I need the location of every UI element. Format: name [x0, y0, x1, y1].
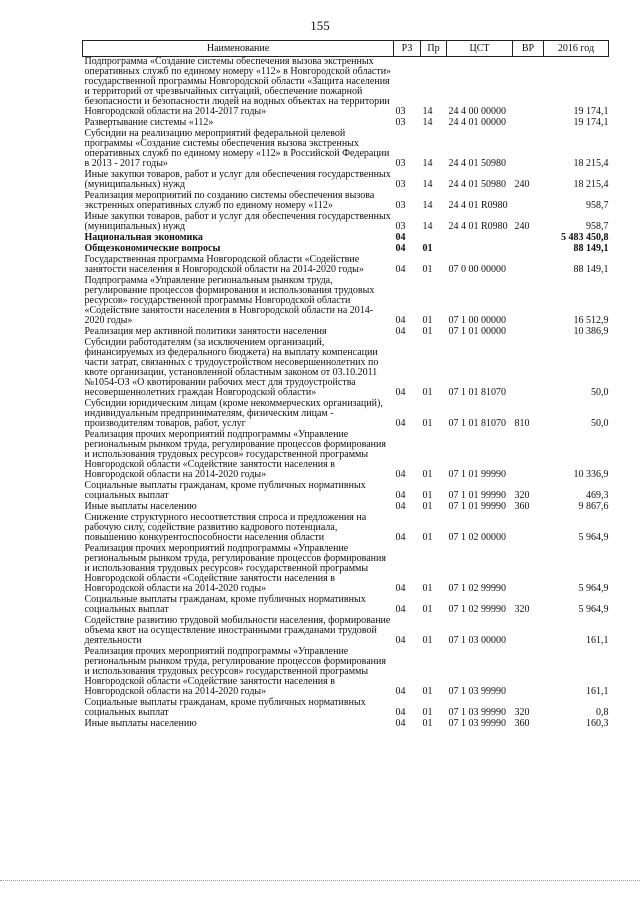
cell-rz: 03: [395, 200, 406, 211]
header-name: Наименование: [83, 41, 394, 57]
cell-amount: 469,3: [586, 490, 609, 501]
cell-vr: [513, 327, 544, 338]
cell-vr: [513, 616, 544, 647]
cell-rz: 04: [395, 326, 406, 337]
cell-rz: 03: [395, 117, 406, 128]
cell-cst: 07 1 02 00000: [448, 532, 506, 543]
cell-rz: 04: [395, 707, 406, 718]
cell-amount: 10 386,9: [573, 326, 609, 337]
cell-name: Развертывание системы «112»: [84, 117, 214, 128]
cell-name: Снижение структурного несоответствия спроса и предложения на рабочую силу, содействие развитию кадрового потенциала, повышению конкурентоспособности населения области: [84, 512, 367, 543]
cell-vr: [513, 191, 544, 212]
cell-amount: 19 174,1: [573, 106, 609, 117]
cell-cst: 07 1 03 00000: [448, 635, 506, 646]
cell-vr: 240: [514, 221, 530, 232]
cell-rz: 04: [395, 604, 406, 615]
table-row: [83, 544, 609, 595]
cell-rz: 04: [395, 243, 406, 254]
cell-name: Социальные выплаты гражданам, кроме публичных нормативных социальных выплат: [84, 480, 366, 501]
cell-amount: 161,1: [586, 635, 609, 646]
cell-name: Субсидии работодателям (за исключением организаций, финансируемых из федерального бюджета) на выплату компенсации части затрат, связанных с трудоустройством несовершеннолетних по квоте организации, установленной областным законом от 03.10.2011 №1054-ОЗ «О квотировании рабочих мест для трудоустройства несовершеннолетних граждан Новгородской области»: [84, 337, 379, 398]
cell-name: Реализация мер активной политики занятости населения: [84, 326, 327, 337]
table-row: [83, 481, 609, 502]
cell-amount: 958,7: [586, 221, 609, 232]
table-header-row: [83, 41, 609, 57]
cell-amount: 10 336,9: [573, 469, 609, 480]
cell-cst: 07 1 01 99990: [448, 490, 506, 501]
cell-cst: 07 0 00 00000: [448, 264, 506, 275]
cell-name: Содействие развитию трудовой мобильности населения, формирование объема квот на осуществление иностранными гражданами трудовой деятельности: [84, 615, 391, 646]
cell-pr: 01: [422, 501, 433, 512]
cell-cst: [447, 244, 513, 255]
cell-vr: [513, 647, 544, 698]
table-row: [83, 191, 609, 212]
cell-cst: 07 1 02 99990: [448, 583, 506, 594]
cell-cst: 07 1 03 99990: [448, 707, 506, 718]
table-row: [83, 719, 609, 730]
cell-rz: 03: [395, 106, 406, 117]
cell-cst: 24 4 01 R0980: [448, 221, 508, 232]
cell-pr: 01: [422, 264, 433, 275]
cell-pr: 14: [422, 158, 433, 169]
cell-name: Национальная экономика: [84, 232, 203, 243]
cell-vr: [513, 430, 544, 481]
cell-amount: 16 512,9: [573, 315, 609, 326]
cell-amount: 958,7: [586, 200, 609, 211]
cell-rz: 03: [395, 179, 406, 190]
table-row: [83, 255, 609, 276]
cell-name: Иные выплаты населению: [84, 718, 197, 729]
table-row: [83, 57, 609, 119]
cell-amount: 5 964,9: [578, 583, 609, 594]
header-rz: РЗ: [394, 41, 421, 57]
cell-rz: 04: [395, 387, 406, 398]
cell-name: Субсидии юридическим лицам (кроме некоммерческих организаций), индивидуальным предпринимателям, физическим лицам - производителям товаров, работ, услуг: [84, 398, 383, 429]
table-row: [83, 276, 609, 327]
cell-rz: 04: [395, 418, 406, 429]
table-row: [83, 170, 609, 191]
cell-pr: 01: [422, 387, 433, 398]
cell-cst: 07 1 00 00000: [448, 315, 506, 326]
cell-vr: 810: [514, 418, 530, 429]
cell-vr: 320: [514, 490, 530, 501]
cell-name: Иные закупки товаров, работ и услуг для обеспечения государственных (муниципальных) нужд: [84, 211, 391, 232]
cell-cst: 07 1 01 99990: [448, 469, 506, 480]
cell-pr: 01: [422, 604, 433, 615]
cell-name: Подпрограмма «Управление региональным рынком труда, регулирование процессов формирования и использования трудовых ресурсов» государственной программы Новгородской области «Содействие занятости населения в Новгородской области на 2014-2020 годы»: [84, 275, 375, 326]
cell-vr: 360: [514, 718, 530, 729]
table-row: [83, 338, 609, 399]
cell-amount: 88 149,1: [573, 243, 609, 254]
cell-pr: 01: [422, 686, 433, 697]
cell-vr: 240: [514, 179, 530, 190]
cell-cst: 24 4 01 00000: [448, 117, 506, 128]
cell-amount: 0,8: [596, 707, 609, 718]
cell-vr: [513, 338, 544, 399]
page-edge: [0, 880, 640, 882]
cell-name: Общеэкономические вопросы: [84, 243, 221, 254]
cell-pr: 01: [422, 315, 433, 326]
cell-cst: 07 1 03 99990: [448, 718, 506, 729]
cell-amount: 9 867,6: [578, 501, 609, 512]
cell-cst: [447, 233, 513, 244]
cell-pr: 14: [422, 106, 433, 117]
table-row: [83, 647, 609, 698]
cell-amount: 5 483 450,8: [561, 232, 609, 243]
cell-name: Подпрограмма «Создание системы обеспечения вызова экстренных оперативных служб по единому номеру «112» в Новгородской области» государственной программы Новгородской области «Защита населения и территорий от чрезвычайных ситуаций, обеспечение пожарной безопасности и безопасности людей на водных объектах на территории Новгородской области на 2014-2017 годы»: [84, 56, 392, 117]
cell-amount: 18 215,4: [573, 179, 609, 190]
cell-vr: [513, 129, 544, 170]
cell-vr: [513, 233, 544, 244]
header-vr: ВР: [513, 41, 544, 57]
cell-cst: 07 1 01 99990: [448, 501, 506, 512]
cell-rz: 04: [395, 718, 406, 729]
cell-rz: 03: [395, 221, 406, 232]
cell-cst: 07 1 02 99990: [448, 604, 506, 615]
table-row: [83, 698, 609, 719]
table-row: [83, 212, 609, 233]
table-row: [83, 513, 609, 544]
table-row: [83, 399, 609, 430]
table-row: [83, 129, 609, 170]
cell-amount: 5 964,9: [578, 604, 609, 615]
cell-pr: 01: [422, 326, 433, 337]
cell-pr: 14: [422, 117, 433, 128]
cell-rz: 04: [395, 469, 406, 480]
cell-pr: 01: [422, 718, 433, 729]
cell-pr: 14: [422, 221, 433, 232]
header-year: 2016 год: [544, 41, 609, 57]
cell-name: Реализация прочих мероприятий подпрограммы «Управление региональным рынком труда, регулирование процессов формирования и использования трудовых ресурсов» государственной программы Новгородской области «Содействие занятости населения в Новгородской области на 2014-2020 годы»: [84, 646, 386, 697]
budget-table: [82, 40, 609, 730]
cell-amount: 19 174,1: [573, 117, 609, 128]
cell-name: Государственная программа Новгородской области «Содействие занятости населения в Новгородской области на 2014-2020 годы»: [84, 254, 364, 275]
cell-amount: 18 215,4: [573, 158, 609, 169]
cell-name: Субсидии на реализацию мероприятий федеральной целевой программы «Создание системы обеспечения вызова экстренных оперативных служб по единому номеру «112» в Российской Федерации в 2013 - 2017 годы»: [84, 128, 390, 169]
cell-vr: 320: [514, 707, 530, 718]
cell-pr: 01: [422, 532, 433, 543]
cell-vr: [513, 513, 544, 544]
cell-pr: 01: [422, 490, 433, 501]
cell-rz: 04: [395, 501, 406, 512]
cell-cst: 07 1 01 81070: [448, 418, 506, 429]
cell-rz: 04: [395, 532, 406, 543]
cell-rz: 04: [395, 232, 406, 243]
cell-name: Реализация мероприятий по созданию системы обеспечения вызова экстренных оперативных служб по единому номеру «112»: [84, 190, 375, 211]
cell-name: Социальные выплаты гражданам, кроме публичных нормативных социальных выплат: [84, 697, 366, 718]
cell-amount: 50,0: [591, 418, 609, 429]
cell-pr: 14: [422, 200, 433, 211]
table-row: [83, 616, 609, 647]
cell-amount: 161,1: [586, 686, 609, 697]
cell-vr: [513, 255, 544, 276]
cell-pr: 01: [422, 243, 433, 254]
header-pr: Пр: [421, 41, 447, 57]
cell-cst: 24 4 00 00000: [448, 106, 506, 117]
cell-name: Иные закупки товаров, работ и услуг для обеспечения государственных (муниципальных) нужд: [84, 169, 391, 190]
cell-vr: [513, 118, 544, 129]
cell-name: Иные выплаты населению: [84, 501, 197, 512]
table-row: [83, 430, 609, 481]
header-cst: ЦСТ: [447, 41, 513, 57]
cell-rz: 04: [395, 490, 406, 501]
cell-cst: 24 4 01 50980: [448, 179, 506, 190]
table-row: [83, 595, 609, 616]
cell-amount: 88 149,1: [573, 264, 609, 275]
cell-rz: 04: [395, 686, 406, 697]
cell-pr: 01: [422, 418, 433, 429]
cell-rz: 04: [395, 583, 406, 594]
cell-pr: 01: [422, 469, 433, 480]
cell-cst: 07 1 03 99990: [448, 686, 506, 697]
page-number: 155: [310, 18, 330, 33]
cell-vr: [513, 244, 544, 255]
cell-rz: 04: [395, 315, 406, 326]
cell-amount: 5 964,9: [578, 532, 609, 543]
cell-vr: [513, 544, 544, 595]
cell-name: Социальные выплаты гражданам, кроме публичных нормативных социальных выплат: [84, 594, 366, 615]
cell-pr: 01: [422, 707, 433, 718]
cell-vr: [513, 57, 544, 119]
cell-cst: 07 1 01 00000: [448, 326, 506, 337]
cell-name: Реализация прочих мероприятий подпрограммы «Управление региональным рынком труда, регулирование процессов формирования и использования трудовых ресурсов» государственной программы Новгородской области «Содействие занятости населения в Новгородской области на 2014-2020 годы»: [84, 543, 386, 594]
cell-cst: 07 1 01 81070: [448, 387, 506, 398]
cell-rz: 04: [395, 264, 406, 275]
cell-vr: 320: [514, 604, 530, 615]
cell-rz: 04: [395, 635, 406, 646]
cell-pr: 01: [422, 583, 433, 594]
cell-vr: 360: [514, 501, 530, 512]
cell-amount: 50,0: [591, 387, 609, 398]
cell-amount: 160,3: [586, 718, 609, 729]
cell-cst: 24 4 01 R0980: [448, 200, 508, 211]
cell-vr: [513, 276, 544, 327]
cell-cst: 24 4 01 50980: [448, 158, 506, 169]
cell-name: Реализация прочих мероприятий подпрограммы «Управление региональным рынком труда, регулирование процессов формирования и использования трудовых ресурсов» государственной программы Новгородской области «Содействие занятости населения в Новгородской области на 2014-2020 годы»: [84, 429, 386, 480]
cell-rz: 03: [395, 158, 406, 169]
cell-pr: 14: [422, 179, 433, 190]
cell-pr: 01: [422, 635, 433, 646]
